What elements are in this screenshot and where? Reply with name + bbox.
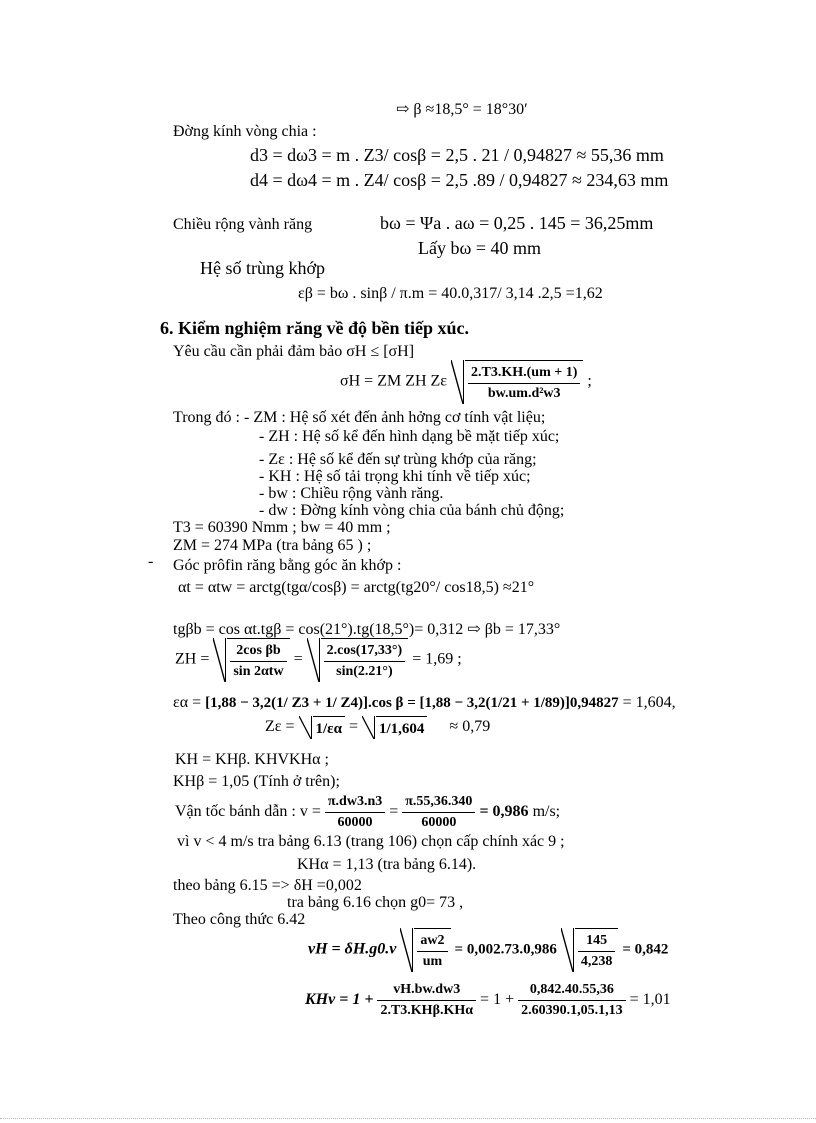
zh-sqrt-2 xyxy=(307,638,409,682)
ze-formula: Zε = 1/εα = 1/1,604 ≈ 0,79 xyxy=(265,716,490,739)
khv-formula xyxy=(305,980,671,1021)
ze-sqrt-2 xyxy=(362,716,427,739)
zh-f1-den: sin 2αtw xyxy=(233,664,284,679)
profile-line: Góc prôfin răng bằng góc ăn khớp : xyxy=(173,557,402,574)
khv-fraction-2 xyxy=(518,980,626,1021)
zh-sqrt-1 xyxy=(213,638,289,682)
v-f2-den: 60000 xyxy=(421,815,457,830)
eps-alpha-expression: [1,88 − 3,2(1/ Z3 + 1/ Z4)].cos β = [1,88 − 3,2(1/21 + 1/89)]0,94827 xyxy=(205,695,619,711)
v-result: = 0,986 xyxy=(479,803,529,821)
eps-alpha-result: = 1,604, xyxy=(622,694,676,711)
vh-sqrt-1 xyxy=(400,928,450,972)
d3-formula: d3 = dω3 = m . Z3/ cosβ = 2,5 . 21 / 0,94827 ≈ 55,36 mm xyxy=(250,145,664,165)
delta-line: theo bảng 6.15 => δH =0,002 xyxy=(173,877,362,894)
ze-result: ≈ 0,79 xyxy=(449,718,491,736)
width-label: Chiều rộng vành răng xyxy=(173,216,313,233)
beta-result: ⇨ β ≈18,5° = 18°30′ xyxy=(396,101,528,118)
zh-f2-num: 2.cos(17,33°) xyxy=(324,641,406,662)
khv-f2-num: 0,842.40.55,36 xyxy=(518,980,626,1001)
t3-line: T3 = 60390 Nmm ; bw = 40 mm ; xyxy=(173,519,391,536)
ze-f1: 1/εα xyxy=(313,716,345,739)
kh-line: KH = KHβ. KHVKHα ; xyxy=(175,751,329,768)
alpha-line: αt = αtw = arctg(tgα/cosβ) = arctg(tg20°/ cos18,5) ≈21° xyxy=(178,579,535,596)
zh-f2-den: sin(2.21°) xyxy=(336,664,393,679)
g0-line: tra bảng 6.16 chọn g0= 73 , xyxy=(287,894,464,911)
khv-f1-den: 2.T3.KHβ.KHα xyxy=(380,1003,474,1018)
pitch-diameter-heading: Đờng kính vòng chia : xyxy=(173,123,317,140)
formula-ref: Theo công thức 6.42 xyxy=(173,911,306,928)
where-3: - Zε : Hệ số kể đến sự trùng khớp của răng; xyxy=(259,451,537,468)
khv-f2-den: 2.60390.1,05.1,13 xyxy=(521,1003,623,1018)
vh-mid: = 0,002.73.0,986 xyxy=(454,941,557,958)
sigma-numerator: 2.T3.KH.(um + 1) xyxy=(468,363,580,384)
zm-line: ZM = 274 MPa (tra bảng 65 ) ; xyxy=(173,537,372,554)
vh-lhs: vH = δH.g0.v xyxy=(308,940,397,958)
zh-result: = 1,69 ; xyxy=(412,650,462,668)
width-take: Lấy bω = 40 mm xyxy=(418,238,541,258)
section-6-heading: 6. Kiểm nghiệm răng về độ bền tiếp xúc. xyxy=(160,318,469,338)
sigma-sqrt xyxy=(451,360,583,404)
v-fraction-1 xyxy=(325,792,385,833)
vh-f1-num: aw2 xyxy=(417,931,447,952)
tgbeta-line: tgβb = cos αt.tgβ = cos(21°).tg(18,5°)= 0,312 ⇨ βb = 17,33° xyxy=(173,621,561,638)
khv-f1-num: vH.bw.dw3 xyxy=(377,980,476,1001)
khb-line: KHβ = 1,05 (Tính ở trên); xyxy=(173,773,340,790)
v-f1-num: π.dw3.n3 xyxy=(325,792,385,813)
page-footer-rule xyxy=(0,1118,816,1119)
khv-lhs: KHv = 1 + xyxy=(305,991,374,1009)
eps-alpha-formula xyxy=(173,693,676,713)
sigma-denominator: bw.um.d²w3 xyxy=(487,386,561,401)
requirement: Yêu cầu cần phải đảm bảo σH ≤ [σH] xyxy=(173,343,415,360)
where-1: Trong đó : - ZM : Hệ số xét đến ảnh hởng cơ tính vật liệu; xyxy=(173,409,546,426)
where-2: - ZH : Hệ số kể đến hình dạng bề mặt tiếp xúc; xyxy=(259,428,560,445)
v-unit: m/s; xyxy=(532,803,561,821)
vh-sqrt-2 xyxy=(561,928,619,972)
sigma-formula: σH = ZM ZH Zε $\frac{2.T3.KH.(um + 1)}{\text{bw.um.d²w3}}$ ; xyxy=(340,360,592,404)
where-6: - dw : Đờng kính vòng chia của bánh chủ động; xyxy=(259,502,565,519)
v-fraction-2 xyxy=(402,792,475,833)
where-5: - bw : Chiều rộng vành răng. xyxy=(259,485,444,502)
zh-f1-num: 2cos βb xyxy=(230,641,286,662)
kha-line: KHα = 1,13 (tra bảng 6.14). xyxy=(297,856,477,873)
eps-beta-formula: εβ = bω . sinβ / π.m = 40.0,317/ 3,14 .2,5 =1,62 xyxy=(298,285,603,302)
sigma-lhs: σH = ZM ZH Zε xyxy=(340,372,448,390)
vh-f2-num: 145 xyxy=(578,931,616,952)
khv-result: = 1,01 xyxy=(629,991,671,1009)
zh-lhs: ZH = xyxy=(175,650,210,668)
overlap-heading: Hệ số trùng khớp xyxy=(200,258,326,278)
vh-formula xyxy=(308,928,668,972)
v-label: Vận tốc bánh dẫn : v = xyxy=(175,803,321,821)
vh-result: = 0,842 xyxy=(622,941,669,958)
khv-fraction-1 xyxy=(377,980,476,1021)
v-f1-den: 60000 xyxy=(337,815,373,830)
v-note: vì v < 4 m/s tra bảng 6.13 (trang 106) chọn cấp chính xác 9 ; xyxy=(177,833,565,850)
eps-alpha-lhs: εα = xyxy=(173,694,202,711)
zh-formula: ZH = $\frac{\text{2cos βb}}{\text{sin 2αtw}}$ = $\frac{2.\cos(17,33^\circ)}{\sin(2.21^\circ)}$ = 1,69 ; xyxy=(175,638,462,682)
ze-sqrt-1 xyxy=(299,716,345,739)
d4-formula: d4 = dω4 = m . Z4/ cosβ = 2,5 .89 / 0,94827 ≈ 234,63 mm xyxy=(250,170,669,190)
khv-mid: = 1 + xyxy=(480,991,515,1009)
ze-lhs: Zε = xyxy=(265,718,295,736)
vh-f2-den: 4,238 xyxy=(580,954,613,969)
bullet: - xyxy=(148,553,154,570)
where-4: - KH : Hệ số tải trọng khi tính về tiếp xúc; xyxy=(259,468,531,485)
vh-f1-den: um xyxy=(422,954,443,969)
velocity-formula: Vận tốc bánh dẫn : v = $\frac{\pi.dw3.n3}{60000}$ = $\frac{\pi.55,36.340}{60000}$ = 0,986 m/s; xyxy=(175,792,560,833)
ze-f2: 1/1,604 xyxy=(376,716,427,739)
v-f2-num: π.55,36.340 xyxy=(402,792,475,813)
width-formula: bω = Ψa . aω = 0,25 . 145 = 36,25mm xyxy=(380,213,654,233)
